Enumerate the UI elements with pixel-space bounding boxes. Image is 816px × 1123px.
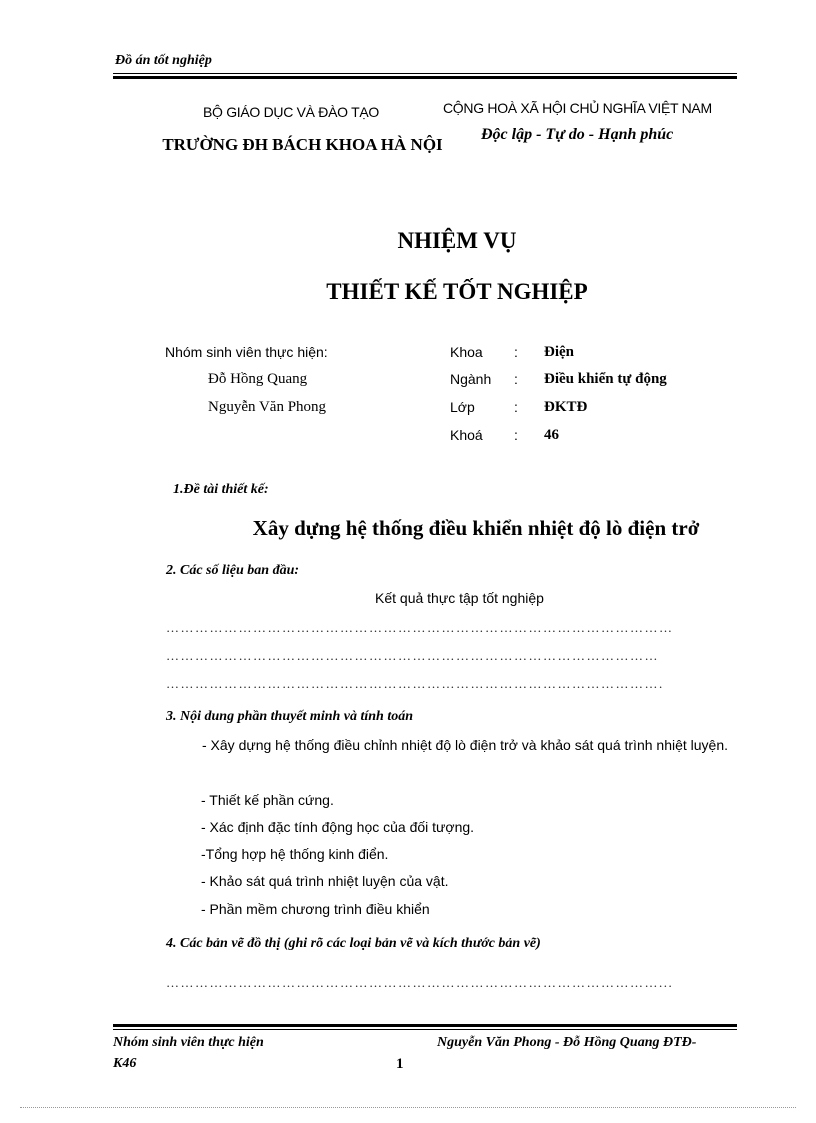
footer-group-label: Nhóm sinh viên thực hiện	[113, 1035, 264, 1050]
info-separator: :	[514, 399, 518, 415]
info-label: Khoá	[450, 427, 483, 443]
doc-title-line1: NHIỆM VỤ	[397, 228, 517, 253]
info-separator: :	[514, 344, 518, 360]
info-value: ĐKTĐ	[544, 399, 588, 415]
info-value: 46	[544, 427, 559, 443]
content-list-item: - Xác định đặc tính động học của đối tượng.	[201, 819, 475, 835]
doc-title-line2: THIẾT KẾ TỐT NGHIỆP	[326, 279, 588, 304]
ministry-name: BỘ GIÁO DỤC VÀ ĐÀO TẠO	[203, 104, 379, 120]
info-value: Điều khiển tự động	[544, 371, 667, 387]
national-motto: Độc lập - Tự do - Hạnh phúc	[481, 126, 674, 143]
students-label: Nhóm sinh viên thực hiện:	[165, 344, 328, 360]
dotted-fill-line: …………………………………………………………………………………………...	[166, 975, 674, 990]
page-number: 1	[396, 1056, 404, 1072]
thesis-topic: Xây dựng hệ thống điều khiển nhiệt độ lò điện trở	[252, 516, 700, 540]
republic-name: CỘNG HOÀ XÃ HỘI CHỦ NGHĨA VIỆT NAM	[443, 100, 712, 116]
content-list-item: - Phần mềm chương trình điều khiển	[201, 901, 430, 917]
info-separator: :	[514, 427, 518, 443]
info-label: Lớp	[450, 399, 475, 415]
footer-rule-thin	[113, 1029, 737, 1030]
dotted-fill-line: …………………………………………………………………………………………	[166, 648, 659, 663]
content-list-item: -Tổng hợp hệ thống kinh điển.	[201, 846, 389, 862]
header-rule-thick	[113, 76, 737, 79]
info-value: Điện	[544, 344, 574, 360]
section1-heading: 1.Đề tài thiết kế:	[173, 482, 269, 497]
footer-class-code: K46	[113, 1056, 137, 1071]
footer-rule-thick	[113, 1024, 737, 1027]
footer-authors: Nguyễn Văn Phong - Đỗ Hồng Quang ĐTĐ-	[437, 1035, 697, 1050]
running-header-title: Đồ án tốt nghiệp	[115, 53, 212, 68]
section3-paragraph: - Xây dựng hệ thống điều chỉnh nhiệt độ lò điện trở và khảo sát quá trình nhiệt luyện.	[202, 737, 729, 753]
initial-data-text: Kết quả thực tập tốt nghiệp	[375, 590, 544, 606]
info-separator: :	[514, 371, 518, 387]
section3-heading: 3. Nội dung phần thuyết minh và tính toán	[166, 709, 414, 724]
student-name: Nguyễn Văn Phong	[208, 399, 327, 415]
info-label: Khoa	[450, 344, 483, 360]
section2-heading: 2. Các số liệu ban đầu:	[166, 563, 300, 578]
content-list-item: - Khảo sát quá trình nhiệt luyện của vật.	[201, 873, 449, 889]
school-name: TRƯỜNG ĐH BÁCH KHOA HÀ NỘI	[162, 135, 443, 154]
header-rule-thin	[113, 73, 737, 74]
student-name: Đỗ Hồng Quang	[208, 371, 308, 387]
dotted-fill-line: ………………………………………………………………………………………….	[166, 676, 664, 691]
page-bottom-divider	[20, 1107, 796, 1108]
content-list-item: - Thiết kế phần cứng.	[201, 792, 334, 808]
section4-heading: 4. Các bản vẽ đồ thị (ghi rõ các loại bản vẽ và kích thước bản vẽ)	[166, 936, 541, 951]
dotted-fill-line: ……………………………………………………………………………………………	[166, 620, 674, 635]
info-label: Ngành	[450, 371, 492, 387]
